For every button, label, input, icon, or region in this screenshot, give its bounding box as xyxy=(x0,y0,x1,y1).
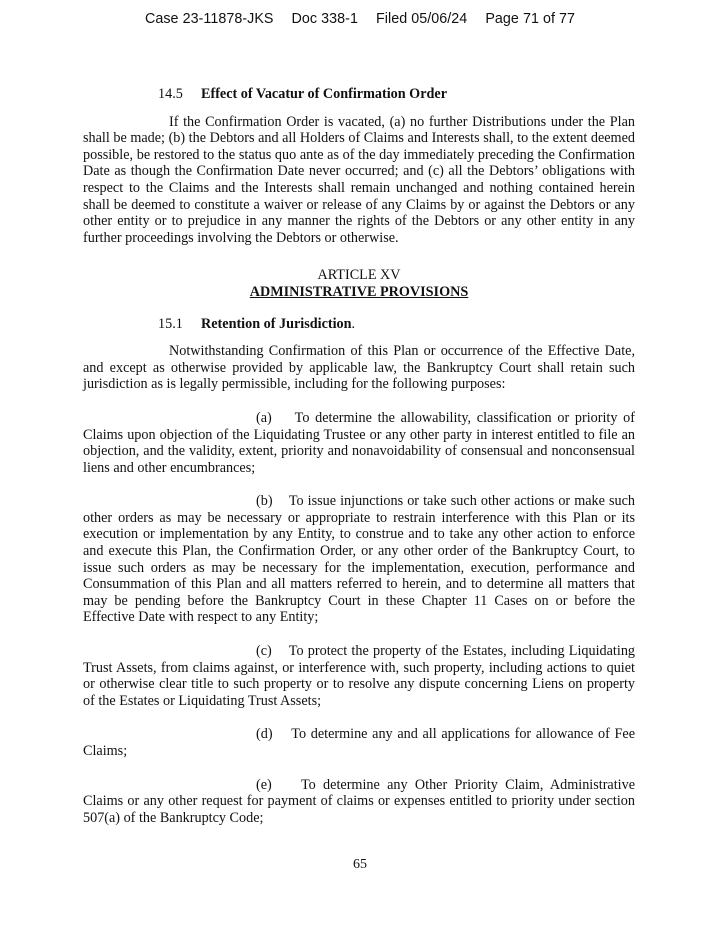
list-item xyxy=(83,777,635,827)
item-text: To determine any and all applications for allowance of Fee Claims; xyxy=(83,726,636,759)
list-item xyxy=(83,410,635,476)
section-15-1-intro: Notwithstanding Confirmation of this Plan or occurrence of the Effective Date, and except as otherwise provided by applicable law, the Bankruptcy Court shall retain such jurisdiction as is legally permissible, including for the following purposes: xyxy=(83,343,635,393)
section-14-5-heading xyxy=(83,86,635,103)
page-number: 65 xyxy=(353,857,367,872)
filed-date: Filed 05/06/24 xyxy=(376,11,468,27)
item-text: To issue injunctions or take such other actions or make such other orders as may be necessary or appropriate to restrain interference with this Plan or its execution or implementation by any Entity, to construe and to take any other action to enforce and execute this Plan, the Confirmation Order, or any other order of the Bankruptcy Court, to issue such orders as may be necessary for the implementation, execution, performance and Consummation of this Plan and all matters referred to herein, and to determine all matters that may be pending before the Bankruptcy Court in these Chapter 11 Cases on or before the Effective Date with respect to any Entity; xyxy=(83,493,635,626)
list-item xyxy=(83,726,635,759)
item-label: (b) xyxy=(256,493,273,510)
section-number: 15.1 xyxy=(158,315,183,332)
list-item xyxy=(83,643,635,709)
filing-header xyxy=(0,11,720,27)
section-title-period: . xyxy=(351,315,356,332)
item-label: (d) xyxy=(256,726,273,743)
list-item xyxy=(83,493,635,626)
section-title: Retention of Jurisdiction xyxy=(201,315,352,332)
document-body xyxy=(83,86,635,826)
item-label: (e) xyxy=(256,776,272,793)
section-title: Effect of Vacatur of Confirmation Order xyxy=(201,86,448,102)
doc-number: Doc 338-1 xyxy=(291,11,358,27)
section-number: 14.5 xyxy=(158,86,183,102)
item-label: (a) xyxy=(256,409,272,426)
item-text: To determine any Other Priority Claim, Administrative Claims or any other request for payment of claims or expenses entitled to priority under section 507(a) of the Bankruptcy Code; xyxy=(83,776,636,826)
item-text: To determine the allowability, classification or priority of Claims upon objection of the Liquidating Trustee or any other party in interest entitled to file an objection, and the validity, extent, priority and nonavoidability of consensual and nonconsensual liens and other encumbrances; xyxy=(83,409,636,476)
article-label: ARTICLE XV xyxy=(317,267,401,284)
case-number: Case 23-11878-JKS xyxy=(144,11,274,27)
page-of-total: Page 71 of 77 xyxy=(485,11,576,27)
article-title: ADMINISTRATIVE PROVISIONS xyxy=(249,283,469,300)
item-text: To protect the property of the Estates, including Liquidating Trust Assets, from claims against, or interference with, such property, including actions to quiet or otherwise clear title to such property or to resolve any dispute concerning Liens on property of the Estates or Liquidating Trust Assets; xyxy=(83,643,636,709)
item-label: (c) xyxy=(256,643,272,660)
section-15-1-heading xyxy=(83,316,635,333)
section-14-5-body: If the Confirmation Order is vacated, (a) no further Distributions under the Plan shall be made; (b) the Debtors and all Holders of Claims and Interests shall, to the extent deemed possible, be restored to the status quo ante as of the day immediately preceding the Confirmation Date as though the Confirmation Date never occurred; and (c) all the Debtors’ obligations with respect to the Claims and the Interests shall remain unchanged and nothing contained herein shall be deemed to constitute a waiver or release of any Claims by or against the Debtors or any other entity or to prejudice in any manner the rights of the Debtors or any other entity in any further proceedings involving the Debtors or otherwise. xyxy=(83,113,635,246)
article-heading xyxy=(83,267,635,300)
